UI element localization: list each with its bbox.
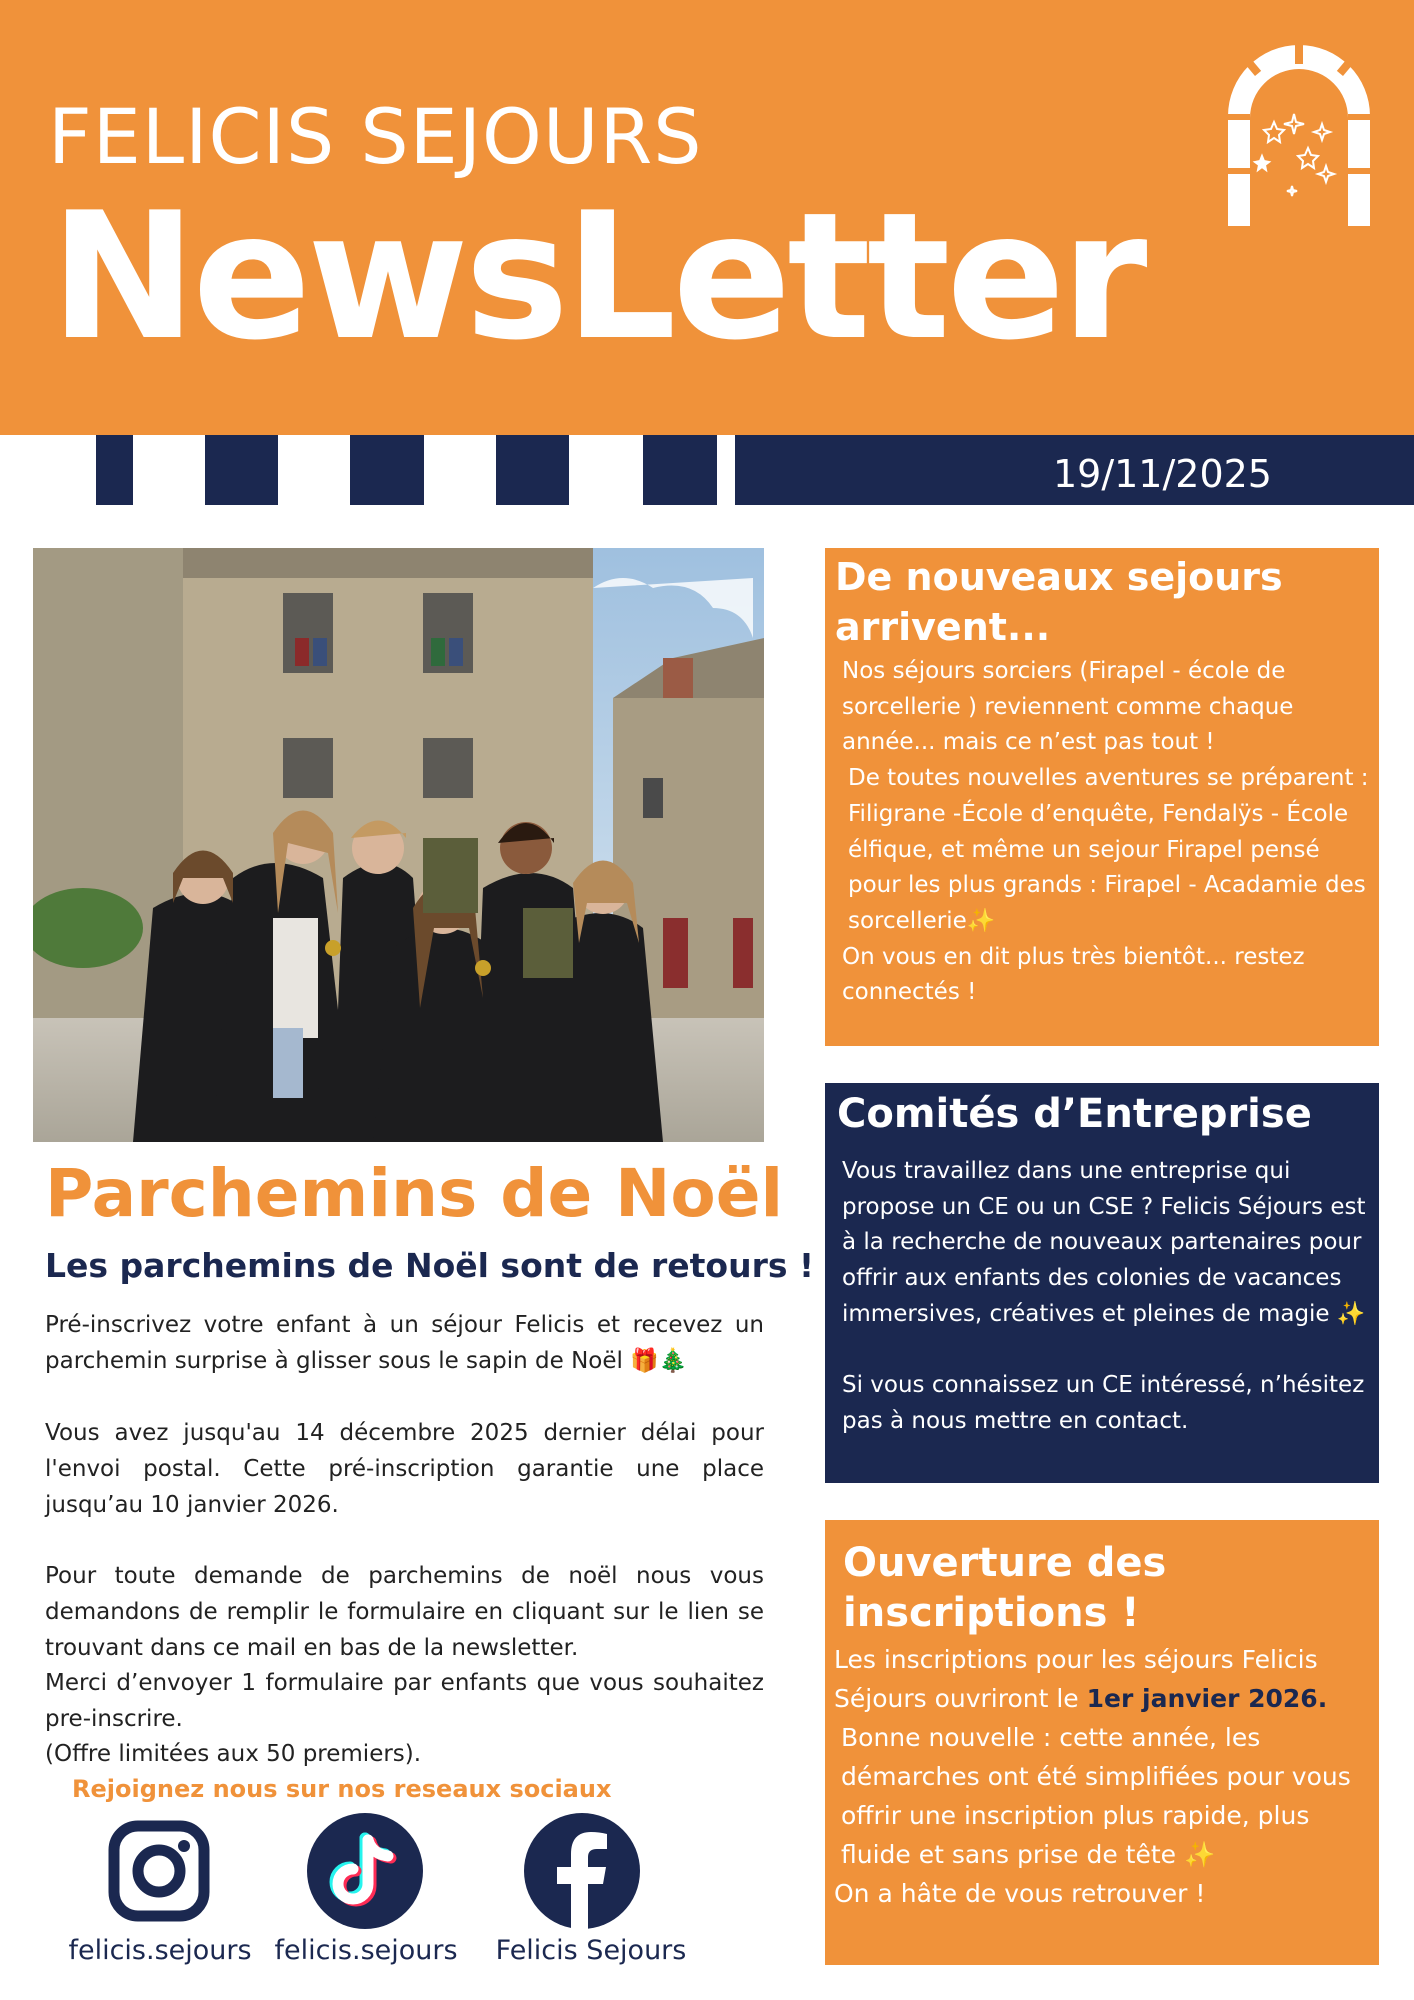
social-heading: Rejoignez nous sur nos reseaux sociaux <box>72 1775 612 1803</box>
new-stays-box <box>825 548 1379 1046</box>
new-stays-text <box>842 654 1372 1011</box>
facebook-icon[interactable] <box>523 1812 641 1930</box>
header-banner <box>0 0 1414 435</box>
new-stays-line: On vous en dit plus très bientôt... restez connectés ! <box>842 943 1305 1006</box>
stripe-block <box>350 435 424 505</box>
brand-name: FELICIS SEJOURS <box>48 92 703 181</box>
registration-title: Ouverture des inscriptions ! <box>843 1540 1167 1636</box>
registration-line: Bonne nouvelle : cette année, les démarches ont été simplifiées pour vous offrir une inscription plus rapide, plus fluide et sans prise de tête ✨ <box>841 1723 1351 1869</box>
tiktok-icon[interactable] <box>306 1812 424 1930</box>
company-committees-text <box>842 1154 1372 1440</box>
registration-line <box>834 1640 1374 1718</box>
registration-date: 1er janvier 2026. <box>1086 1684 1328 1713</box>
company-committees-box <box>825 1083 1379 1483</box>
new-stays-line: De toutes nouvelles aventures se préparent : Filigrane -École d’enquête, Fendalÿs - École élfique, et même un sejour Firapel pensé pour les plus grands : Firapel - Acadamie des sorcellerie✨ <box>848 765 1369 934</box>
facebook-handle[interactable]: Felicis Sejours <box>495 1935 687 1966</box>
stripe-block <box>96 435 133 505</box>
arch-window-stars-icon <box>1222 36 1376 226</box>
article-paragraph: Merci d’envoyer 1 formulaire par enfants que vous souhaitez pre-inscrire. <box>45 1670 764 1732</box>
article-paragraph: Pré-inscrivez votre enfant à un séjour Felicis et recevez un parchemin surprise à glisser sous le sapin de Noël 🎁🎄 <box>45 1312 764 1374</box>
instagram-icon[interactable] <box>100 1812 218 1930</box>
article-paragraph: Vous avez jusqu'au 14 décembre 2025 dernier délai pour l'envoi postal. Cette pré-inscription garantie une place jusqu’au 10 janvier 2026. <box>45 1420 764 1518</box>
new-stays-line: Nos séjours sorciers (Firapel - école de sorcellerie ) reviennent comme chaque année... mais ce n’est pas tout ! <box>842 658 1294 756</box>
company-committees-line: Vous travaillez dans une entreprise qui propose un CE ou un CSE ? Felicis Séjours est à la recherche de nouveaux partenaires pour offrir aux enfants des colonies de vacances immersives, créatives et pleines de magie ✨ <box>842 1158 1366 1327</box>
registration-line: On a hâte de vous retrouver ! <box>834 1879 1206 1908</box>
castle-children-photo <box>33 548 764 1142</box>
new-stays-title: De nouveaux sejours arrivent... <box>835 555 1283 649</box>
registration-box <box>825 1520 1379 1965</box>
newsletter-date: 19/11/2025 <box>1052 452 1272 496</box>
registration-text <box>834 1640 1374 1913</box>
newsletter-title: NewsLetter <box>50 176 1144 379</box>
article-title: Parchemins de Noël <box>45 1155 784 1232</box>
tiktok-handle[interactable]: felicis.sejours <box>274 1935 458 1966</box>
article-subtitle: Les parchemins de Noël sont de retours ! <box>45 1246 815 1285</box>
stripe-block <box>205 435 278 505</box>
registration-line-text: Les inscriptions pour les séjours Felicis Séjours ouvriront le <box>834 1645 1318 1713</box>
company-committees-line: Si vous connaissez un CE intéressé, n’hésitez pas à nous mettre en contact. <box>842 1372 1365 1434</box>
stripe-block <box>496 435 569 505</box>
article-paragraph: Pour toute demande de parchemins de noël nous vous demandons de remplir le formulaire en cliquant sur le lien se trouvant dans ce mail en bas de la newsletter. <box>45 1563 764 1661</box>
article-paragraph: (Offre limitées aux 50 premiers). <box>45 1741 422 1767</box>
stripe-block <box>643 435 717 505</box>
company-committees-title: Comités d’Entreprise <box>837 1091 1312 1137</box>
instagram-handle[interactable]: felicis.sejours <box>68 1935 252 1966</box>
